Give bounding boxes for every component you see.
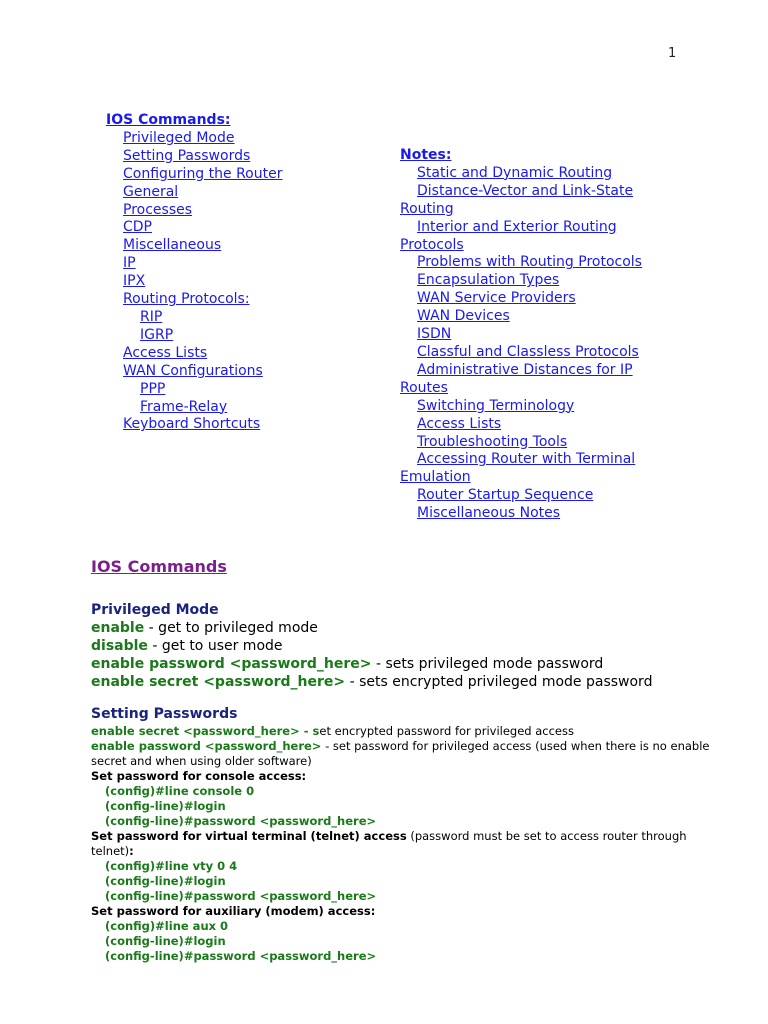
toc-link[interactable]: Routing Protocols: [123, 291, 250, 308]
toc-link[interactable]: WAN Devices [417, 308, 510, 325]
command: enable password <password_here> [91, 656, 372, 672]
config-line: (config-line)#password <password_here> [105, 949, 377, 963]
toc-link[interactable]: RIP [140, 308, 163, 325]
command-desc: - get to privileged mode [144, 620, 318, 636]
command-sep: - s [299, 724, 320, 738]
toc-link[interactable]: Miscellaneous Notes [417, 505, 561, 522]
aux-heading: Set password for auxiliary (modem) access: [91, 904, 376, 918]
toc-link[interactable]: Administrative Distances for IP [417, 361, 633, 378]
toc-link[interactable]: IGRP [140, 326, 174, 343]
toc-link[interactable]: Protocols [400, 236, 464, 253]
section-title[interactable]: IOS Commands [91, 557, 227, 576]
toc-link[interactable]: IOS Commands: [106, 112, 231, 128]
page-number: 1 [668, 46, 677, 61]
toc-link[interactable]: Accessing Router with Terminal [417, 451, 636, 468]
toc-link[interactable]: Miscellaneous [123, 237, 222, 254]
config-line: (config-line)#login [105, 799, 226, 813]
command: enable secret <password_here> [91, 674, 346, 690]
toc-link[interactable]: Emulation [400, 469, 471, 486]
vty-heading-bold: Set password for virtual terminal (telnet) access [91, 829, 407, 843]
toc-link[interactable]: IPX [123, 273, 146, 290]
toc-link[interactable]: PPP [140, 380, 166, 397]
toc-link[interactable]: Interior and Exterior Routing [417, 218, 617, 235]
command: disable [91, 638, 148, 654]
toc-link[interactable]: Switching Terminology [417, 397, 575, 414]
config-line: (config-line)#password <password_here> [105, 889, 377, 903]
command: enable password <password_here> [91, 739, 322, 753]
setting-passwords-title: Setting Passwords [91, 706, 238, 722]
toc-link[interactable]: Distance-Vector and Link-State [417, 182, 634, 199]
command-line [91, 637, 711, 655]
toc-link[interactable]: Troubleshooting Tools [417, 433, 568, 450]
toc-link[interactable]: Problems with Routing Protocols [417, 254, 642, 271]
vty-note: (password must be set to access router through telnet) [91, 829, 687, 858]
toc-link[interactable]: General [123, 183, 179, 200]
setting-passwords-section [91, 704, 711, 964]
config-line: (config)#line vty 0 4 [105, 859, 238, 873]
command: enable [91, 620, 145, 636]
command-desc: - sets privileged mode password [371, 656, 604, 672]
toc-link[interactable]: Routes [400, 379, 448, 396]
vty-colon: : [129, 844, 134, 858]
command-desc: - sets encrypted privileged mode password [345, 674, 653, 690]
toc-link[interactable]: Routing [400, 200, 454, 217]
privileged-mode-section [91, 601, 711, 691]
toc-link[interactable]: Setting Passwords [123, 147, 251, 164]
toc-link[interactable]: Processes [123, 201, 193, 218]
config-line: (config)#line aux 0 [105, 919, 229, 933]
command-line [91, 724, 711, 739]
toc-link[interactable]: Privileged Mode [123, 129, 235, 146]
toc-link[interactable]: Configuring the Router [123, 165, 283, 182]
toc-link[interactable]: WAN Service Providers [417, 290, 576, 307]
config-line: (config-line)#password <password_here> [105, 814, 377, 828]
command-line [91, 673, 711, 691]
toc-link[interactable]: Encapsulation Types [417, 272, 560, 289]
toc-link[interactable]: Notes: [400, 147, 452, 163]
command-desc: et encrypted password for privileged access [319, 724, 574, 738]
toc-link[interactable]: Router Startup Sequence [417, 487, 594, 504]
console-heading: Set password for console access: [91, 769, 307, 783]
config-line: (config-line)#login [105, 874, 226, 888]
toc-link[interactable]: CDP [123, 219, 152, 236]
command: enable secret <password_here> [91, 724, 300, 738]
toc-link[interactable]: Keyboard Shortcuts [123, 416, 261, 433]
command-desc: - get to user mode [147, 638, 283, 654]
toc-link[interactable]: IP [123, 255, 136, 272]
toc-link[interactable]: WAN Configurations [123, 362, 263, 379]
toc-link[interactable]: Access Lists [123, 344, 208, 361]
toc-link[interactable]: Frame-Relay [140, 398, 228, 415]
toc-link[interactable]: Access Lists [417, 415, 502, 432]
command-line [91, 655, 711, 673]
command-line [91, 619, 711, 637]
toc-link[interactable]: Static and Dynamic Routing [417, 164, 613, 181]
vty-heading [91, 829, 711, 859]
command-desc: - set password for privileged access (used when there is no enable secret and when using older software) [91, 739, 710, 768]
toc-link[interactable]: Classful and Classless Protocols [417, 343, 639, 360]
toc-notes [400, 147, 642, 523]
config-line: (config)#line console 0 [105, 784, 255, 798]
toc-commands [106, 112, 282, 434]
config-line: (config-line)#login [105, 934, 226, 948]
command-line [91, 739, 711, 769]
toc-link[interactable]: ISDN [417, 326, 452, 343]
privileged-mode-title: Privileged Mode [91, 602, 219, 618]
